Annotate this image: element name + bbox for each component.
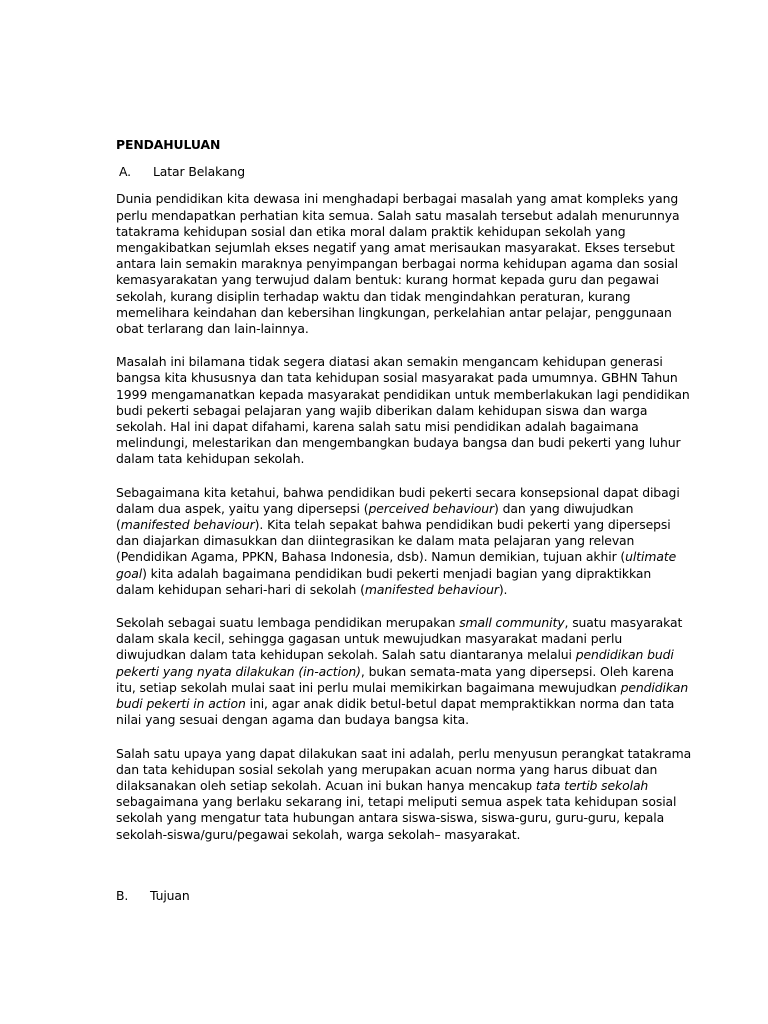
text-run: obat terlarang dan lain-lainnya. (116, 321, 309, 337)
text-run: ). (498, 581, 508, 597)
text-run: diwujudkan dalam tata kehidupan sekolah. Salah satu diantaranya melalui (116, 647, 576, 663)
text-run: dan diajarkan dimasukkan dan diintegrasikan ke dalam mata pelajaran yang relevan (116, 533, 635, 549)
text-line (116, 321, 661, 337)
text-run: Dunia pendidikan kita dewasa ini menghadapi berbagai masalah yang amat kompleks yang (116, 191, 679, 207)
text-line (116, 794, 677, 810)
text-line (116, 762, 661, 778)
text-run: perlu mendapatkan perhatian kita semua. Salah satu masalah tersebut adalah menurunnya (116, 207, 680, 223)
text-line (116, 615, 683, 631)
text-run: nilai yang sesuai dengan agama dan budaya bangsa kita. (116, 712, 469, 728)
text-line (116, 386, 690, 403)
italic-text: perceived behaviour (368, 500, 495, 516)
document-title: PENDAHULUAN (116, 137, 221, 152)
text-line (116, 484, 680, 501)
body-paragraph (116, 191, 680, 337)
italic-text: small community (459, 615, 565, 631)
text-line (116, 451, 661, 467)
text-run: kemasyarakatan yang terwujud dalam bentuk: kurang hormat kepada guru dan pegawai (116, 272, 659, 288)
text-run: tatakrama kehidupan sosial dan etika moral dalam praktik kehidupan sekolah yang (116, 223, 626, 239)
italic-text: goal (116, 565, 143, 581)
text-line (116, 679, 689, 696)
text-run: ) dan yang diwujudkan (494, 500, 634, 516)
body-paragraph (116, 615, 689, 728)
text-line (116, 240, 675, 256)
section-b-number: B. (116, 887, 129, 903)
section-a-number: A. (119, 164, 131, 180)
text-line (116, 827, 661, 843)
text-run: dan tata kehidupan sosial sekolah yang merupakan acuan norma yang harus dibuat dan (116, 761, 658, 777)
text-line (116, 517, 671, 533)
section-a-label: Latar Belakang (153, 164, 246, 180)
text-line (116, 566, 661, 582)
text-run: ). Kita telah sepakat bahwa pendidikan budi pekerti yang dipersepsi (254, 517, 671, 533)
text-run: itu, setiap sekolah mulai saat ini perlu mulai memikirkan bagaimana mewujudkan (116, 679, 621, 695)
text-line (116, 745, 692, 762)
text-line (116, 403, 661, 419)
text-run: dalam tata kehidupan sekolah. (116, 451, 305, 467)
text-run: Sebagaimana kita ketahui, bahwa pendidikan budi pekerti secara konsepsional dapat dibagi (116, 484, 680, 500)
text-line (116, 256, 678, 272)
text-line (116, 289, 661, 305)
section-b-heading (116, 888, 661, 904)
italic-text: manifested behaviour (120, 517, 255, 533)
text-line (116, 272, 661, 288)
text-run: antara lain semakin maraknya penyimpangan berbagai norma kehidupan agama dan sosial (116, 256, 678, 272)
text-line (116, 207, 680, 224)
italic-text: ultimate (625, 549, 677, 565)
text-line (116, 696, 675, 712)
text-line (116, 533, 661, 549)
section-a-heading (116, 164, 661, 180)
text-run: budi pekerti sebagai pelajaran yang wajib diberikan dalam kehidupan siswa dan warga (116, 402, 648, 418)
text-line (116, 191, 679, 207)
text-run: sekolah-siswa/guru/pegawai sekolah, warga sekolah– masyarakat. (116, 826, 521, 842)
text-run: Salah satu upaya yang dapat dilakukan saat ini adalah, perlu menyusun perangkat tatakrama (116, 745, 692, 761)
text-line (116, 663, 674, 680)
text-run: sekolah yang mengatur tata hubungan antara siswa-siswa, siswa-guru, guru-guru, kepala (116, 810, 665, 826)
text-line (116, 712, 661, 728)
text-run: memelihara keindahan dan kebersihan lingkungan, perkelahian antar pelajar, penggunaan (116, 304, 672, 320)
text-line (116, 810, 665, 826)
text-run: dalam kehidupan sehari-hari di sekolah ( (116, 581, 365, 597)
text-line (116, 354, 661, 370)
paragraphs (116, 191, 692, 842)
document-body (116, 137, 692, 915)
italic-text: pendidikan (620, 679, 689, 695)
text-run: ini, agar anak didik betul-betul dapat mempraktikkan norma dan tata (245, 696, 675, 712)
text-line (116, 419, 661, 435)
italic-text: pendidikan budi (575, 647, 674, 663)
text-run: , bukan semata-mata yang dipersepsi. Oleh karena (360, 663, 674, 679)
text-run: mengakibatkan sejumlah ekses negatif yang amat merisaukan masyarakat. Ekses tersebut (116, 240, 675, 256)
section-b-label: Tujuan (150, 887, 190, 903)
text-line (116, 778, 661, 794)
italic-text: tata tertib sekolah (535, 777, 649, 793)
text-run: (Pendidikan Agama, PPKN, Bahasa Indonesia, dsb). Namun demikian, tujuan akhir ( (116, 549, 626, 565)
text-run: Masalah ini bilamana tidak segera diatasi akan semakin mengancam kehidupan generasi (116, 354, 663, 370)
text-run: Sekolah sebagai suatu lembaga pendidikan merupakan (116, 615, 460, 631)
text-run: ( (116, 517, 121, 533)
text-run: , suatu masyarakat (564, 615, 683, 631)
text-line (116, 370, 678, 386)
text-line (116, 631, 661, 647)
body-paragraph (116, 745, 692, 843)
text-run: ) kita adalah bagaimana pendidikan budi pekerti menjadi bagian yang dipraktikkan (142, 565, 652, 581)
body-paragraph (116, 484, 680, 598)
text-run: sebagaimana yang berlaku sekarang ini, tetapi meliputi semua aspek tata kehidupan sosial (116, 794, 677, 810)
text-line (116, 224, 661, 240)
text-line (116, 435, 681, 451)
text-run: bangsa kita khususnya dan tata kehidupan sosial masyarakat pada umumnya. GBHN Tahun (116, 370, 678, 386)
text-run: dilaksanakan oleh setiap sekolah. Acuan ini bukan hanya mencakup (116, 777, 536, 793)
text-run: dalam skala kecil, sehingga gagasan untuk mewujudkan masyarakat madani perlu (116, 631, 623, 647)
italic-text: pekerti yang nyata dilakukan (in-action) (116, 663, 361, 679)
text-run: 1999 mengamanatkan kepada masyarakat pendidikan untuk memberlakukan lagi pendidikan (116, 386, 690, 402)
text-line (116, 647, 674, 663)
text-run: dalam dua aspek, yaitu yang dipersepsi ( (116, 500, 369, 516)
body-paragraph (116, 354, 690, 467)
italic-text: budi pekerti in action (116, 696, 246, 712)
text-line (116, 501, 661, 517)
text-run: melindungi, melestarikan dan mengembangkan budaya bangsa dan budi pekerti yang luhur (116, 435, 681, 451)
text-run: sekolah, kurang disiplin terhadap waktu dan tidak mengindahkan peraturan, kurang (116, 288, 631, 304)
text-line (116, 549, 677, 565)
text-line (116, 582, 661, 598)
text-line (116, 304, 672, 321)
text-run: sekolah. Hal ini dapat difahami, karena salah satu misi pendidikan adalah bagaimana (116, 419, 639, 435)
italic-text: manifested behaviour (364, 581, 499, 597)
